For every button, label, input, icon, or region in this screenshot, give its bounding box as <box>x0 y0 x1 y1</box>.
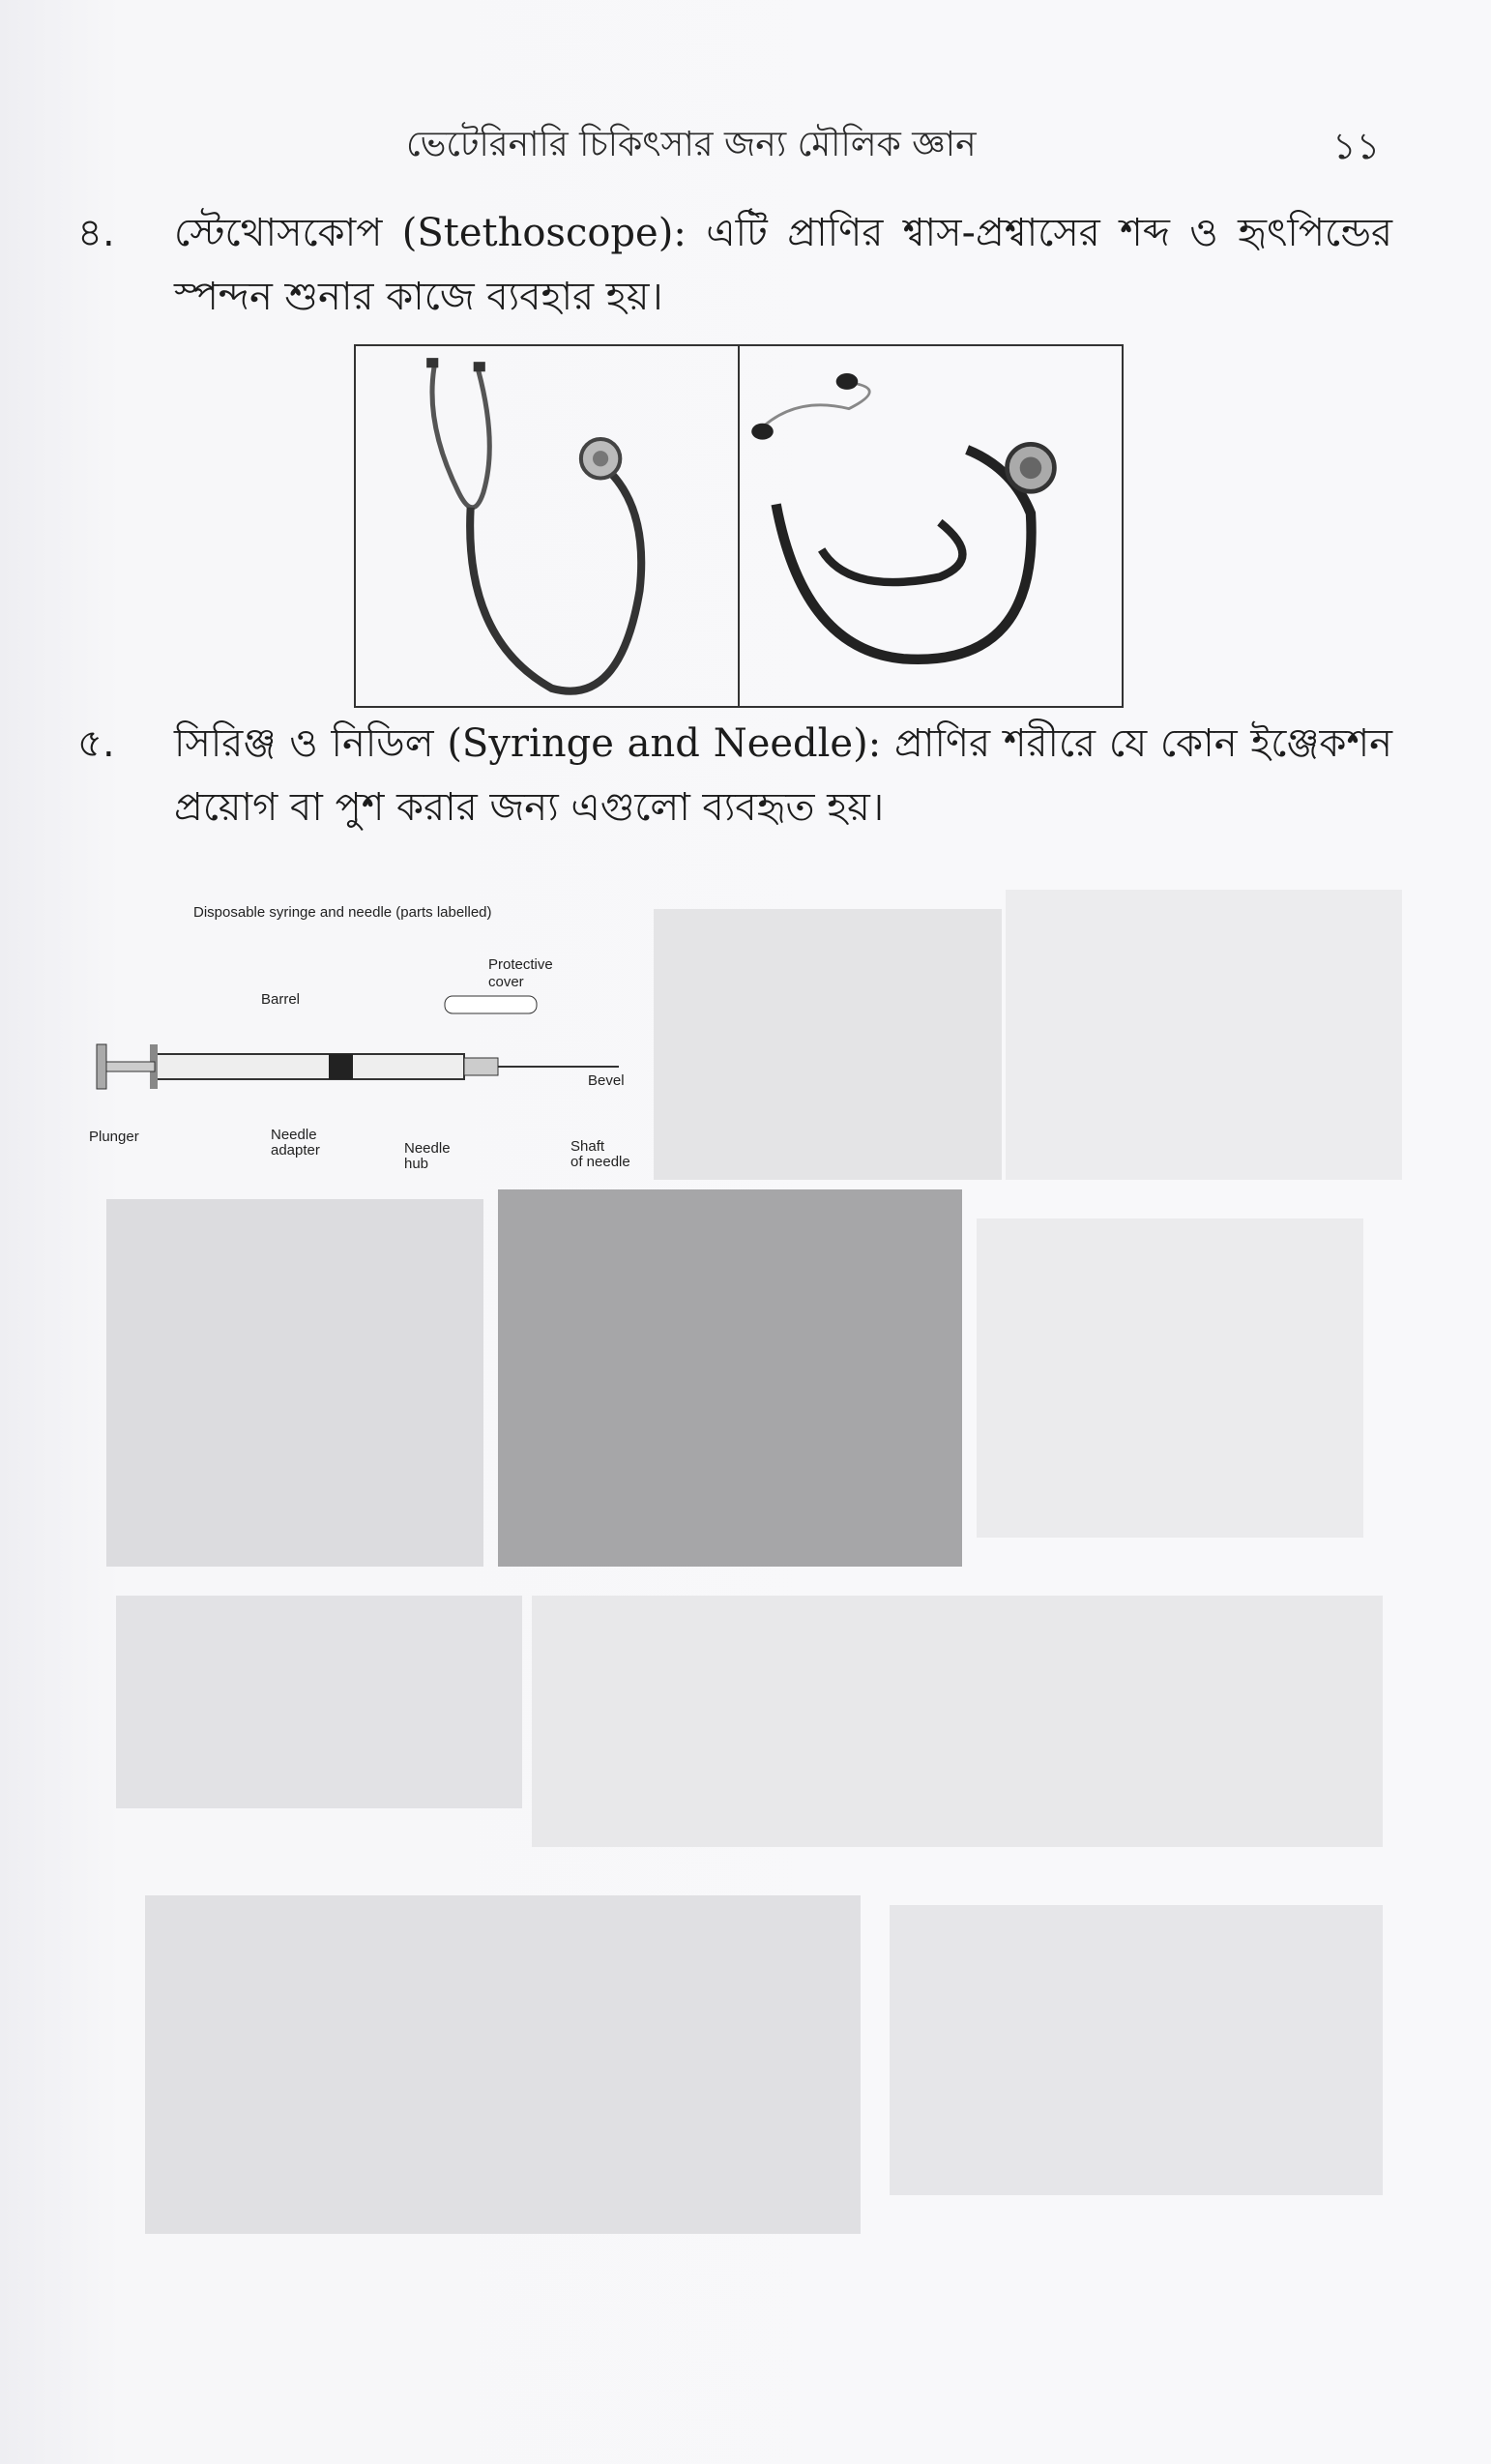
label-shaft-2: of needle <box>570 1154 630 1170</box>
needle-photo <box>890 1905 1383 2195</box>
label-barrel: Barrel <box>261 991 301 1008</box>
syringe-set-photo <box>654 909 1002 1180</box>
label-protective-cover: Protective <box>488 956 553 973</box>
syringe-sizes-photo <box>1006 890 1402 1180</box>
multidose-syringes-photo <box>145 1895 861 2234</box>
diagram-title: Disposable syringe and needle (parts labelled) <box>193 904 492 921</box>
label-needle-hub-2: hub <box>404 1156 429 1172</box>
item-term: স্টেথোসকোপ <box>174 211 383 255</box>
item-english: (Syringe and Needle): <box>447 721 882 766</box>
boxed-syringe-photo <box>116 1596 522 1808</box>
item-english: (Stethoscope): <box>401 211 687 255</box>
item-description: প্রাণির শরীরে যে কোন ইঞ্জেকশন প্রয়োগ বা পুশ করার জন্য এগুলো ব্যবহৃত হয়। <box>174 721 1392 830</box>
item-number: ৫. <box>77 721 115 766</box>
label-needle-hub: Needle <box>404 1140 451 1157</box>
label-protective-cover-2: cover <box>488 974 524 990</box>
item-text <box>174 201 1392 329</box>
item-number: ৪. <box>77 211 115 255</box>
glass-syringe-photo <box>106 1199 483 1567</box>
veterinary-syringe-photo <box>532 1596 1383 1847</box>
item-term: সিরিঞ্জ ও নিডিল <box>174 721 434 766</box>
page-number: ১১ <box>1332 125 1381 167</box>
stethoscope-photo-right <box>740 346 1122 706</box>
label-needle-adapter: Needle <box>271 1127 317 1143</box>
label-plunger: Plunger <box>89 1129 139 1145</box>
label-bevel: Bevel <box>588 1072 625 1089</box>
label-needle-adapter-2: adapter <box>271 1142 320 1159</box>
item-text <box>174 712 1392 839</box>
running-title: ভেটেরিনারি চিকিৎসার জন্য মৌলিক জ্ঞান <box>406 125 977 164</box>
item-description: এটি প্রাণির শ্বাস-প্রশ্বাসের শব্দ ও হৃৎপিন্ডের স্পন্দন শুনার কাজে ব্যবহার হয়। <box>174 211 1393 319</box>
label-shaft: Shaft <box>570 1138 605 1155</box>
metal-syringe-photo <box>498 1189 962 1567</box>
stethoscope-figure <box>354 344 1124 708</box>
stethoscope-photo-left <box>356 346 740 706</box>
automatic-injector-photo <box>977 1218 1363 1538</box>
syringe-parts-diagram <box>87 899 667 1189</box>
